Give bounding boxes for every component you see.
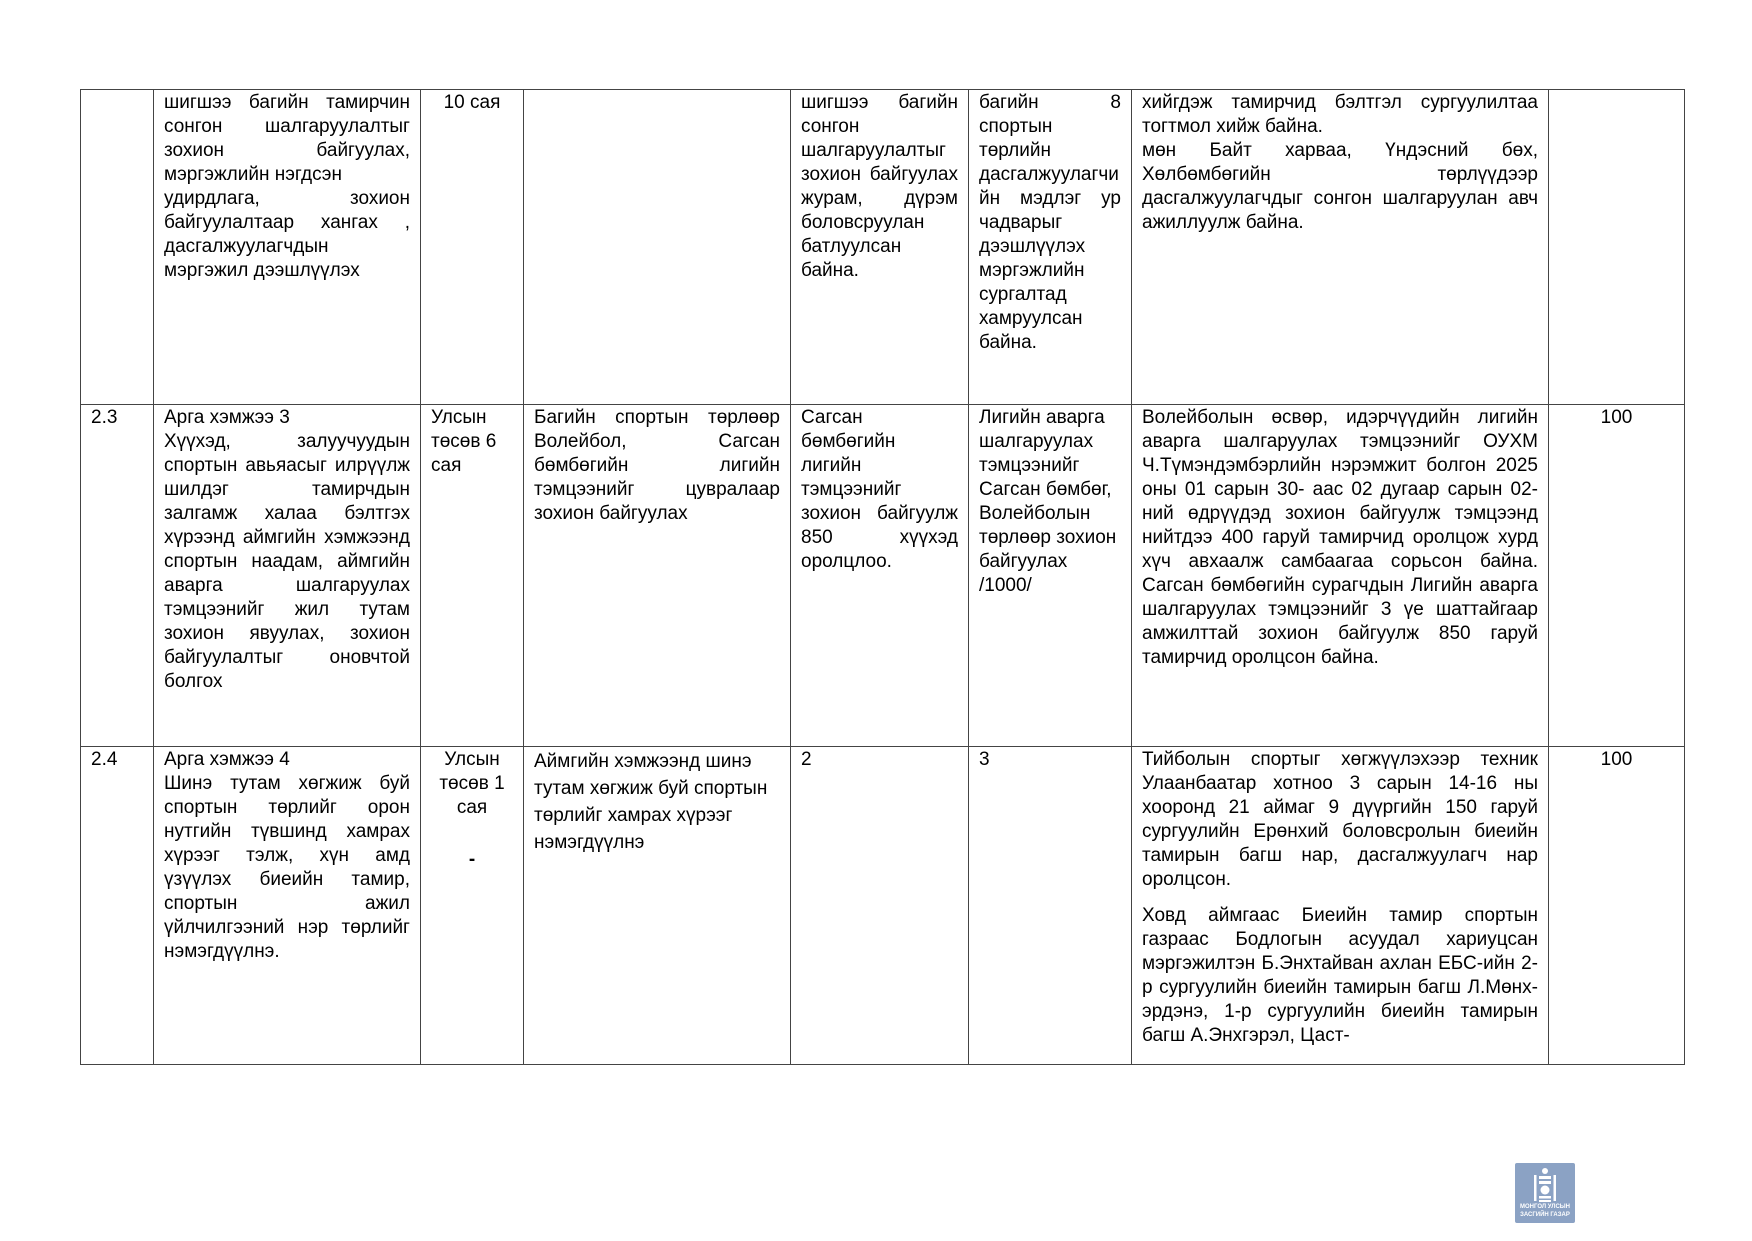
percent-cell: 100 xyxy=(1549,405,1685,747)
target-cell: багийн 8 спортын төрлийн дасгалжуулагчийн мэдлэг ур чадварыг дээшлүүлэх мэргэжлийн сургалтад хамруулсан байна. xyxy=(969,90,1132,405)
activity-cell xyxy=(154,747,421,1065)
progress-cell xyxy=(1132,90,1549,405)
percent-cell: 100 xyxy=(1549,747,1685,1065)
activity-title: Арга хэмжээ 4 xyxy=(164,749,290,770)
budget-cell: Улсын төсөв 6 сая xyxy=(421,405,524,747)
budget-cell: 10 сая xyxy=(421,90,524,405)
expected-result-cell xyxy=(524,90,791,405)
expected-result-cell: Аймгийн хэмжээнд шинэ тутам хөгжиж буй спортын төрлийг хамрах хүрээг нэмэгдүүлнэ xyxy=(524,747,791,1065)
progress-text: мөн Байт харваа, Үндэсний бөх, Хөлбөмбөгийн төрлүүдээр дасгалжуулагчдыг сонгон шалгаруулан авч ажиллуулж байна. xyxy=(1142,140,1538,233)
baseline-cell: Сагсан бөмбөгийн лигийн тэмцээнийг зохион байгуулж 850 хүүхэд оролцлоо. xyxy=(791,405,969,747)
activity-cell xyxy=(154,90,421,405)
progress-text: хийгдэж тамирчид бэлтгэл сургуулилтаа тогтмол хийж байна. xyxy=(1142,92,1538,137)
progress-text: Тийболын спортыг хөгжүүлэхээр техник Улаанбаатар хотноо 3 сарын 14-16 ны хооронд 21 аймаг 9 дүүргийн 150 гаруй сургуулийн Ерөнхий боловсролын биеийн тамирын багш нар, дасгалжуулагч нар оролцсон. xyxy=(1142,749,1538,890)
table-row xyxy=(81,90,1685,405)
table-row xyxy=(81,405,1685,747)
activity-text: Хүүхэд, залуучуудын спортын авьяасыг илрүүлж шилдэг тамирчдын залгамж халаа бэлтгэх хүрээнд аймгийн хэмжээнд спортын наадам, аймгийн аварга шалгаруулах тэмцээнийг жил тутам зохион явуулах, зохион байгуулалтыг оновчтой болгох xyxy=(164,431,410,692)
budget-cell xyxy=(421,747,524,1065)
row-number: 2.3 xyxy=(81,405,154,747)
percent-cell xyxy=(1549,90,1685,405)
progress-text: Волейболын өсвөр, идэрчүүдийн лигийн аварга шалгаруулах тэмцээнийг ОУХМ Ч.Түмэндэмбэрлийн нэрэмжит болгон 2025 оны 01 сарын 30- аас 02 дугаар сарын 02-ний өдрүүдэд зохион байгуулж тэмцээнд нийтдээ 400 гаруй тамирчид оролцож хурд хүч авхаалж самбаагаа сорьсон байна. Сагсан бөмбөгийн сурагчдын Лигийн аварга шалгаруулах тэмцээнийг 3 үе шаттайгаар амжилттай зохион байгуулж 850 гаруй тамирчид оролцсон байна. xyxy=(1142,407,1538,668)
progress-cell xyxy=(1132,747,1549,1065)
logo-text-line2: ЗАСГИЙН ГАЗАР xyxy=(1520,1212,1570,1218)
expected-result-cell: Багийн спортын төрлөөр Волейбол, Сагсан бөмбөгийн лигийн тэмцээнийг цувралаар зохион байгуулах xyxy=(524,405,791,747)
budget-text: Улсын төсөв 1 сая xyxy=(439,749,505,818)
activity-text: удирдлага, зохион байгуулалтаар хангах , дасгалжуулагчдын мэргэжил дээшлүүлэх xyxy=(164,188,410,281)
target-cell: 3 xyxy=(969,747,1132,1065)
progress-cell xyxy=(1132,405,1549,747)
progress-text: Ховд аймгаас Биеийн тамир спортын газраас Бодлогын асуудал хариуцсан мэргэжилтэн Б.Энхтайван ахлан ЕБС-ийн 2-р сургуулийн биеийн тамирын багш Л.Мөнх-эрдэнэ, 1-р сургуулийн биеийн тамирын багш А.Энхгэрэл, Цаст- xyxy=(1142,905,1538,1046)
table-row xyxy=(81,747,1685,1065)
baseline-cell: 2 xyxy=(791,747,969,1065)
activity-cell xyxy=(154,405,421,747)
activity-title: Арга хэмжээ 3 xyxy=(164,407,290,428)
activity-text: Шинэ тутам хөгжиж буй спортын төрлийг орон нутгийн түвшинд хамрах хүрээг тэлж, хүн амд үзүүлэх биеийн тамир, спортын ажил үйлчилгээний нэр төрлийг нэмэгдүүлнэ. xyxy=(164,773,410,962)
baseline-cell: шигшээ багийн сонгон шалгаруулалтыг зохион байгуулах журам, дүрэм боловсруулан батлуулсан байна. xyxy=(791,90,969,405)
activity-text: шигшээ багийн тамирчин сонгон шалгаруулалтыг зохион байгуулах, мэргэжлийн нэгдсэн xyxy=(164,92,410,185)
budget-dash: - xyxy=(468,849,476,870)
report-table xyxy=(80,89,1685,1065)
row-number xyxy=(81,90,154,405)
row-number: 2.4 xyxy=(81,747,154,1065)
logo-text-line1: МОНГОЛ УЛСЫН xyxy=(1520,1204,1570,1210)
government-logo xyxy=(1515,1163,1575,1223)
target-cell: Лигийн аварга шалгаруулах тэмцээнийг Сагсан бөмбөг, Волейболын төрлөөр зохион байгуулах /1000/ xyxy=(969,405,1132,747)
